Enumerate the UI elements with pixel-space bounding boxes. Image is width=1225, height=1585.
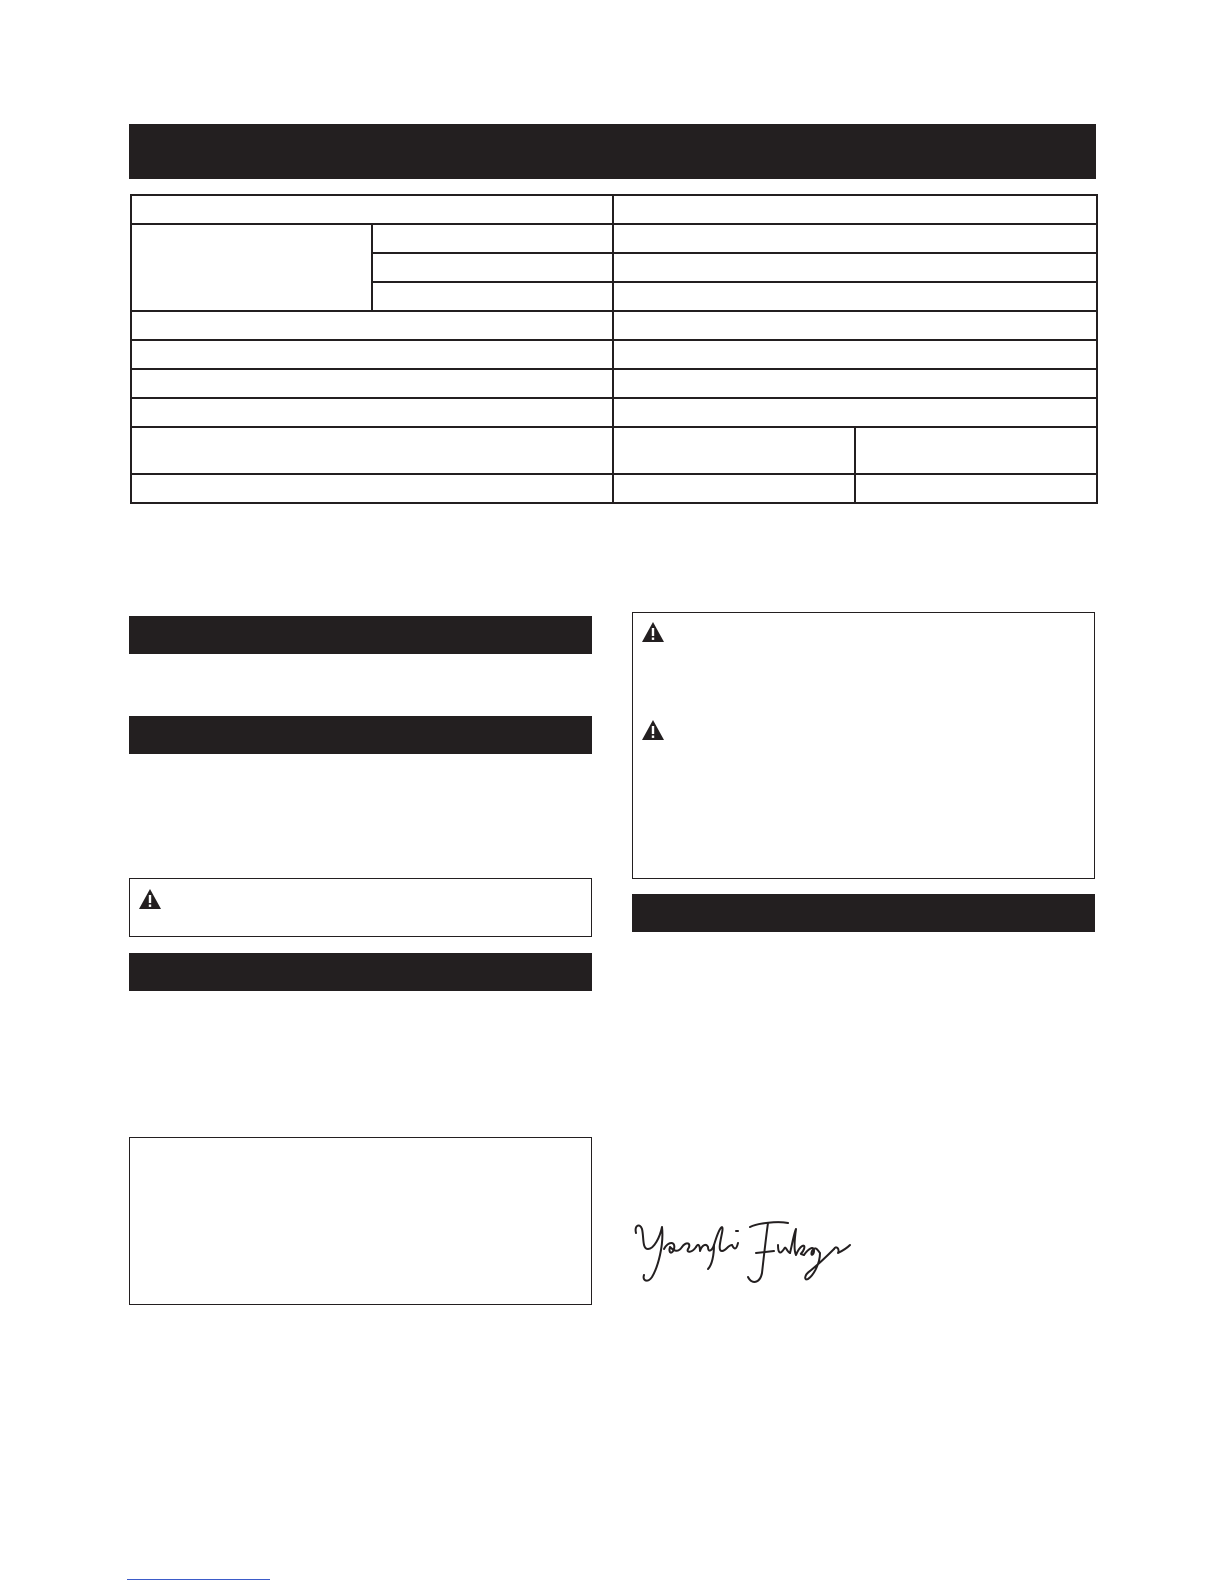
section-header-bar-2 bbox=[129, 716, 592, 754]
signature-image bbox=[628, 1215, 853, 1290]
table-cell bbox=[613, 253, 1097, 282]
warning-triangle-icon bbox=[641, 621, 665, 643]
notice-box bbox=[129, 1137, 592, 1305]
bottom-rule bbox=[127, 1579, 270, 1580]
table-row bbox=[131, 474, 1097, 503]
warning-triangle-icon bbox=[641, 719, 665, 741]
table-cell bbox=[613, 427, 855, 474]
table-cell bbox=[855, 474, 1097, 503]
table-row bbox=[131, 398, 1097, 427]
table-cell bbox=[131, 311, 613, 340]
table-cell bbox=[613, 195, 1097, 224]
section-header-bar-4 bbox=[632, 894, 1095, 932]
table-cell bbox=[613, 474, 855, 503]
table-cell bbox=[613, 224, 1097, 253]
table-cell bbox=[131, 195, 613, 224]
table-cell bbox=[613, 369, 1097, 398]
specifications-title-bar bbox=[129, 124, 1096, 179]
section-header-bar-3 bbox=[129, 953, 592, 991]
table-cell bbox=[131, 474, 613, 503]
table-cell bbox=[131, 224, 372, 311]
section-header-bar-1 bbox=[129, 616, 592, 654]
table-cell bbox=[372, 224, 613, 253]
warning-box-right bbox=[632, 612, 1095, 879]
table-cell bbox=[613, 398, 1097, 427]
table-cell bbox=[372, 282, 613, 311]
warning-box-left bbox=[129, 878, 592, 937]
table-cell bbox=[131, 340, 613, 369]
table-cell bbox=[131, 369, 613, 398]
warning-triangle-icon bbox=[138, 888, 162, 910]
table-row bbox=[131, 224, 1097, 253]
table-cell bbox=[131, 427, 613, 474]
table-row bbox=[131, 340, 1097, 369]
specifications-table bbox=[130, 194, 1098, 504]
table-cell bbox=[131, 398, 613, 427]
table-row bbox=[131, 311, 1097, 340]
table-row bbox=[131, 427, 1097, 474]
table-row bbox=[131, 369, 1097, 398]
table-cell bbox=[372, 253, 613, 282]
table-cell bbox=[613, 311, 1097, 340]
table-cell bbox=[613, 282, 1097, 311]
table-cell bbox=[855, 427, 1097, 474]
table-cell bbox=[613, 340, 1097, 369]
table-row bbox=[131, 195, 1097, 224]
